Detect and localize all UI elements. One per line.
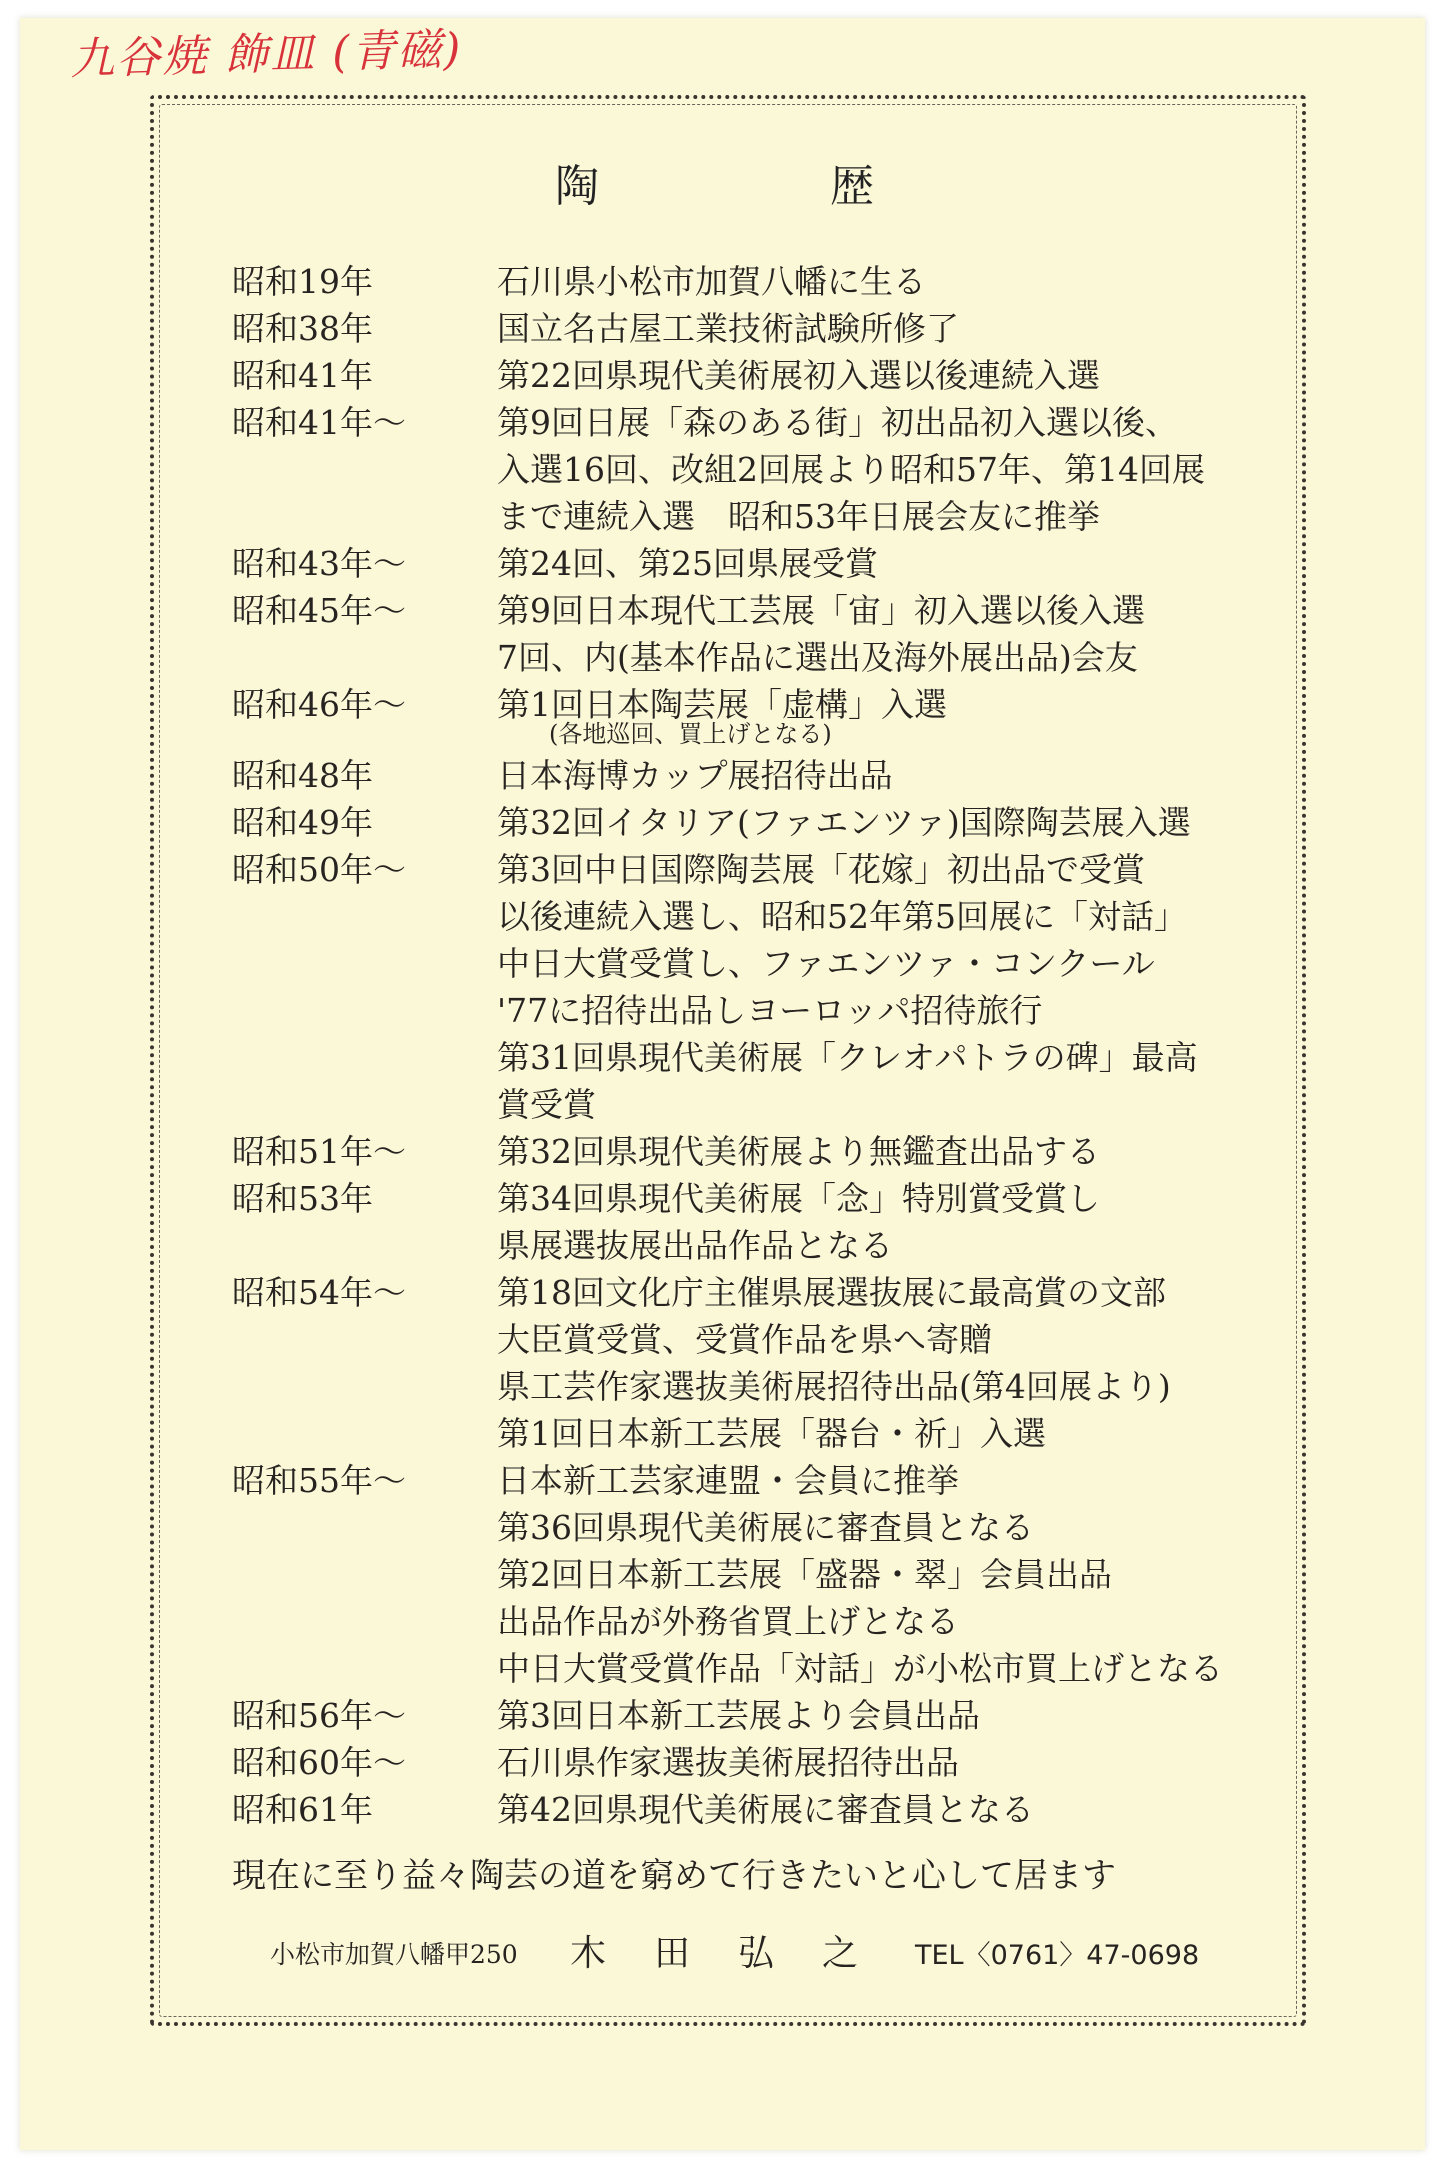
entry-description: [497, 752, 1302, 799]
entry-line: 第1回日本陶芸展「虚構」入選: [497, 685, 947, 724]
history-entry: [232, 1739, 1302, 1786]
entry-line: 出品作品が外務省買上げとなる: [497, 1602, 959, 1641]
entry-line: 第1回日本新工芸展「器台・祈」入選: [497, 1414, 1046, 1453]
entry-description: [497, 258, 1302, 305]
entry-description: [497, 399, 1302, 540]
entry-line: 第9回日本現代工芸展「宙」初入選以後入選: [497, 591, 1145, 630]
entry-description: [497, 799, 1302, 846]
entry-year: 昭和43年〜: [232, 544, 406, 583]
entry-line: 第32回県現代美術展より無鑑査出品する: [497, 1132, 1100, 1171]
footer-name: 木田弘之: [570, 1933, 907, 1974]
entry-description: [497, 681, 1302, 752]
history-entry: [232, 1786, 1302, 1833]
entry-line: 大臣賞受賞、受賞作品を県へ寄贈: [497, 1320, 992, 1359]
entry-year: 昭和54年〜: [232, 1273, 406, 1312]
history-entry: [232, 352, 1302, 399]
entry-line: 県展選抜展出品作品となる: [497, 1226, 893, 1265]
entry-year: 昭和46年〜: [232, 685, 406, 724]
footer-address: 小松市加賀八幡甲250: [270, 1940, 518, 1969]
entry-description: [497, 352, 1302, 399]
footer-tel: TEL〈0761〉47-0698: [915, 1940, 1200, 1971]
entry-year: 昭和50年〜: [232, 850, 406, 889]
entry-line: 第3回中日国際陶芸展「花嫁」初出品で受賞: [497, 850, 1145, 889]
entry-line: 国立名古屋工業技術試験所修了: [497, 309, 959, 348]
entry-year: 昭和45年〜: [232, 591, 406, 630]
entry-line: 以後連続入選し、昭和52年第5回展に「対話」: [497, 897, 1187, 936]
entry-year: 昭和38年: [232, 309, 373, 348]
entry-line: 第32回イタリア(ファエンツァ)国際陶芸展入選: [497, 803, 1191, 842]
entry-line: 中日大賞受賞作品「対話」が小松市買上げとなる: [497, 1649, 1223, 1688]
entry-line: 石川県作家選抜美術展招待出品: [497, 1743, 959, 1782]
entry-year: 昭和51年〜: [232, 1132, 406, 1171]
entry-year: 昭和41年: [232, 356, 373, 395]
history-entry: [232, 1692, 1302, 1739]
entry-year: 昭和60年〜: [232, 1743, 406, 1782]
entry-line: 日本新工芸家連盟・会員に推挙: [497, 1461, 959, 1500]
history-entry: [232, 1175, 1302, 1269]
history-entry: [232, 540, 1302, 587]
entry-year: 昭和48年: [232, 756, 373, 795]
entry-line: 第24回、第25回県展受賞: [497, 544, 878, 583]
entry-description: [497, 1175, 1302, 1269]
entry-line: 賞受賞: [497, 1085, 596, 1124]
history-entry: [232, 587, 1302, 681]
entry-description: [497, 1457, 1302, 1692]
entry-note: (各地巡回、買上げとなる): [549, 720, 832, 748]
entry-line: 日本海博カップ展招待出品: [497, 756, 893, 795]
entry-line: 県工芸作家選抜美術展招待出品(第4回展より): [497, 1367, 1171, 1406]
entry-line: 第2回日本新工芸展「盛器・翠」会員出品: [497, 1555, 1112, 1594]
entry-line: 第18回文化庁主催県展選抜展に最高賞の文部: [497, 1273, 1166, 1312]
history-list: [232, 258, 1302, 1833]
entry-line: 第34回県現代美術展「念」特別賞受賞し: [497, 1179, 1100, 1218]
entry-line: 第31回県現代美術展「クレオパトラの碑」最高: [497, 1038, 1198, 1077]
history-entry: [232, 399, 1302, 540]
entry-line: 第3回日本新工芸展より会員出品: [497, 1696, 980, 1735]
entry-line: 第42回県現代美術展に審査員となる: [497, 1790, 1034, 1829]
history-entry: [232, 258, 1302, 305]
history-entry: [232, 1457, 1302, 1692]
entry-year: 昭和55年〜: [232, 1461, 406, 1500]
entry-description: [497, 587, 1302, 681]
entry-description: [497, 1786, 1302, 1833]
entry-line: 第22回県現代美術展初入選以後連続入選: [497, 356, 1100, 395]
entry-line: まで連続入選 昭和53年日展会友に推挙: [497, 497, 1100, 536]
entry-year: 昭和61年: [232, 1790, 373, 1829]
entry-year: 昭和41年〜: [232, 403, 406, 442]
page-title: [150, 150, 1298, 220]
entry-line: 中日大賞受賞し、ファエンツァ・コンクール: [497, 944, 1155, 983]
title-char-2: 歴: [830, 161, 874, 212]
entry-line: 7回、内(基本作品に選出及海外展出品)会友: [497, 638, 1138, 677]
entry-line: '77に招待出品しヨーロッパ招待旅行: [497, 991, 1043, 1030]
entry-description: [497, 305, 1302, 352]
history-entry: [232, 681, 1302, 752]
entry-description: [497, 540, 1302, 587]
title-char-1: 陶: [555, 161, 599, 212]
handwritten-note: 九谷焼 飾皿 (青磁): [69, 23, 464, 86]
entry-year: 昭和49年: [232, 803, 373, 842]
history-entry: [232, 799, 1302, 846]
entry-line: 石川県小松市加賀八幡に生る: [497, 262, 926, 301]
entry-line: 第36回県現代美術展に審査員となる: [497, 1508, 1034, 1547]
history-entry: [232, 305, 1302, 352]
entry-year: 昭和19年: [232, 262, 373, 301]
entry-description: [497, 1269, 1302, 1457]
entry-line: 第9回日展「森のある街」初出品初入選以後、: [497, 403, 1178, 442]
entry-year: 昭和53年: [232, 1179, 373, 1218]
entry-description: [497, 1692, 1302, 1739]
closing-statement: 現在に至り益々陶芸の道を窮めて行きたいと心して居ます: [232, 1856, 1116, 1896]
entry-description: [497, 1739, 1302, 1786]
history-entry: [232, 1269, 1302, 1457]
history-entry: [232, 846, 1302, 1128]
entry-description: [497, 1128, 1302, 1175]
entry-description: [497, 846, 1302, 1128]
history-entry: [232, 752, 1302, 799]
history-entry: [232, 1128, 1302, 1175]
entry-line: 入選16回、改組2回展より昭和57年、第14回展: [497, 450, 1205, 489]
entry-year: 昭和56年〜: [232, 1696, 406, 1735]
